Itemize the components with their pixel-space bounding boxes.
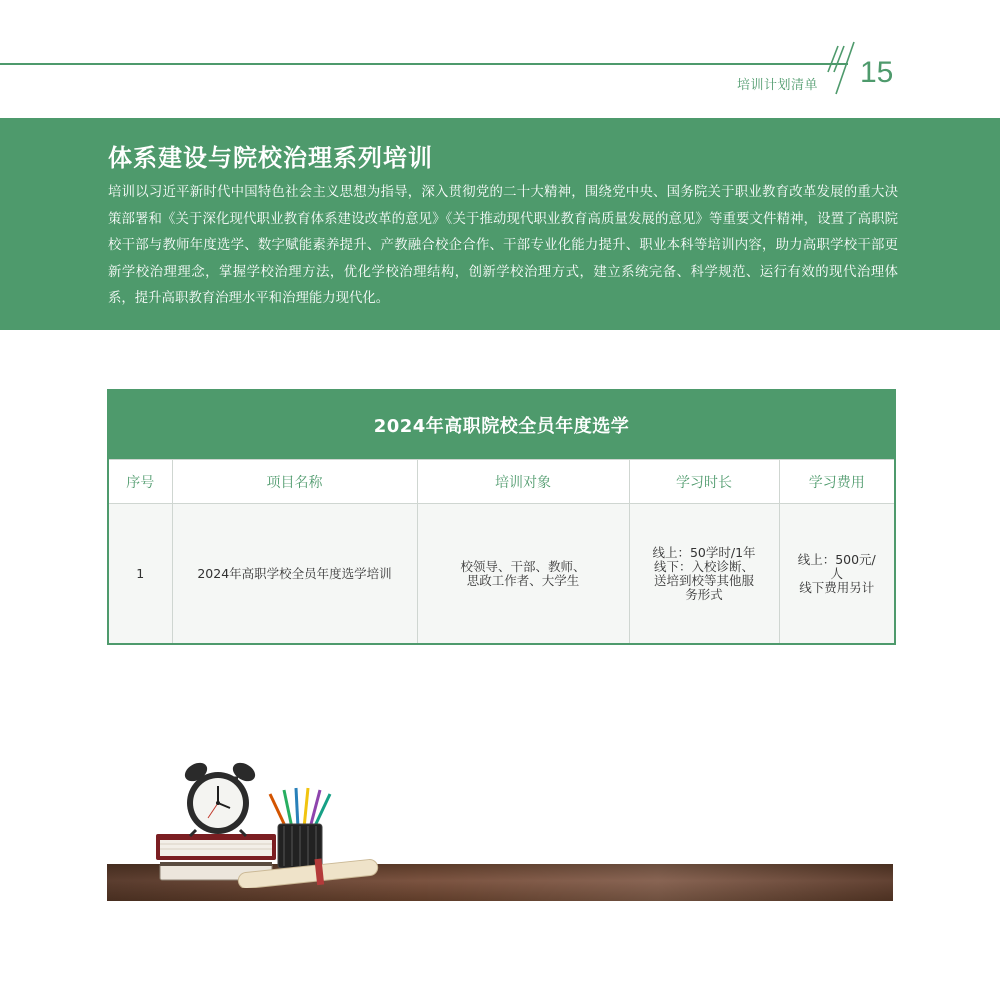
cell-fee-line: 人 xyxy=(830,565,843,581)
cell-duration-line: 线下：入校诊断、 xyxy=(653,558,754,574)
header-fee: 学习费用 xyxy=(779,460,894,504)
training-table xyxy=(107,389,896,645)
table-header-row xyxy=(109,460,894,504)
cell-duration xyxy=(629,504,779,644)
cell-name: 2024年高职学校全员年度选学培训 xyxy=(172,504,417,644)
cell-duration-line: 送培到校等其他服 xyxy=(653,572,754,588)
slash-decoration-icon xyxy=(824,40,858,96)
header-duration: 学习时长 xyxy=(629,460,779,504)
section-description: 培训以习近平新时代中国特色社会主义思想为指导，深入贯彻党的二十大精神，围绕党中央、国务院关于职业教育改革发展的重大决策部署和《关于深化现代职业教育体系建设改革的意见》《关于推动现代职业教育高质量发展的意见》等重要文件精神，设置了高职院校干部与教师年度选学、数字赋能素养提升、产教融合校企合作、干部专业化能力提升、职业本科等培训内容，助力高职学校干部更新学校治理理念，掌握学校治理方法，优化学校治理结构，创新学校治理方式，建立系统完备、科学规范、运行有效的现代治理体系，提升高职教育治理水平和治理能力现代化。 xyxy=(108,185,898,306)
table-row xyxy=(109,504,894,644)
page-number: 15 xyxy=(860,56,894,89)
pencil-cup-icon xyxy=(270,788,330,868)
cell-target-line: 思政工作者、大学生 xyxy=(466,572,580,588)
section-title: 体系建设与院校治理系列培训 xyxy=(108,144,433,172)
cell-fee-line: 线下费用另计 xyxy=(799,579,875,595)
cell-target xyxy=(417,504,629,644)
table-caption: 2024年高职院校全员年度选学 xyxy=(109,391,894,459)
header-rule xyxy=(0,63,848,65)
cell-no: 1 xyxy=(109,504,172,644)
running-title: 培训计划清单 xyxy=(737,78,819,93)
header-name: 项目名称 xyxy=(172,460,417,504)
cell-duration-line: 务形式 xyxy=(685,586,723,602)
cell-fee-line: 线上：500元/ xyxy=(797,551,876,567)
alarm-clock-icon xyxy=(182,759,259,836)
header-target: 培训对象 xyxy=(417,460,629,504)
cell-fee xyxy=(779,504,894,644)
cell-target-line: 校领导、干部、教师、 xyxy=(460,558,586,574)
header-no: 序号 xyxy=(109,460,172,504)
training-grid xyxy=(109,459,894,643)
cell-duration-line: 线上：50学时/1年 xyxy=(652,544,756,560)
desk-illustration xyxy=(150,748,390,888)
